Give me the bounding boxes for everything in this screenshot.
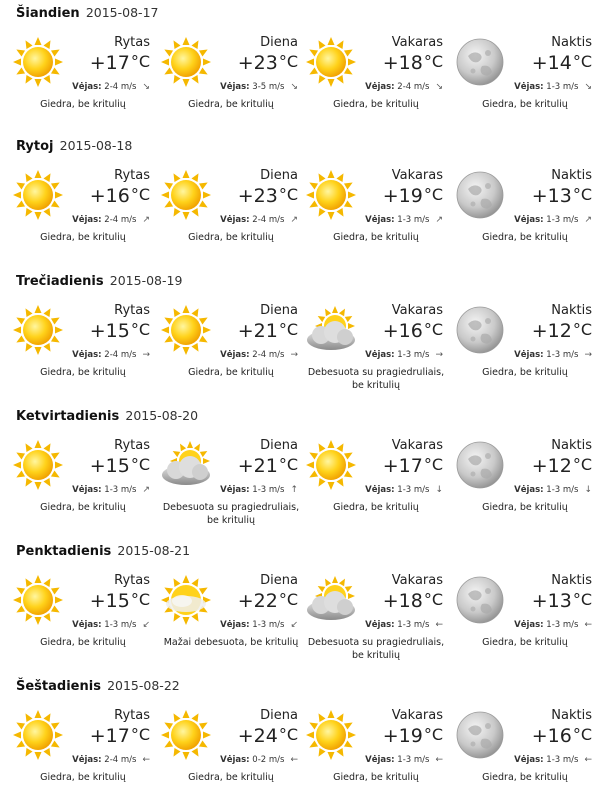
- temperature-value: +18: [382, 52, 423, 74]
- forecast-slot: [158, 437, 304, 537]
- period-label: Vakaras: [391, 438, 443, 453]
- moon-icon: [454, 36, 506, 88]
- temperature-value: +15: [89, 590, 130, 612]
- sun-icon: [12, 304, 64, 356]
- wind-info: [220, 755, 298, 765]
- wind-label: Vėjas:: [514, 755, 544, 765]
- temperature-value: +19: [382, 185, 423, 207]
- wind-info: [72, 350, 150, 360]
- temperature: [532, 590, 592, 612]
- wind-direction-icon: ↘: [435, 82, 443, 92]
- forecast-slot: [10, 34, 156, 134]
- forecast-slot: [452, 167, 598, 267]
- day-name: Penktadienis: [16, 544, 112, 559]
- wind-label: Vėjas:: [72, 215, 102, 225]
- wind-info: [365, 350, 443, 360]
- wind-info: [365, 215, 443, 225]
- temperature-unit: °C: [423, 455, 443, 474]
- wind-direction-icon: ↑: [290, 485, 298, 495]
- wind-speed: 2-4 m/s: [397, 82, 430, 92]
- forecast-slot: [303, 34, 449, 134]
- temperature: [383, 725, 443, 747]
- wind-label: Vėjas:: [365, 620, 395, 630]
- wind-info: [72, 215, 150, 225]
- sun-icon: [160, 36, 212, 88]
- sun-icon: [12, 709, 64, 761]
- temperature-unit: °C: [130, 52, 150, 71]
- sun-icon: [160, 169, 212, 221]
- day-name: Šiandien: [16, 6, 80, 21]
- period-label: Diena: [260, 708, 298, 723]
- sun-icon: [12, 36, 64, 88]
- temperature-unit: °C: [423, 590, 443, 609]
- wind-speed: 0-2 m/s: [252, 755, 285, 765]
- wind-direction-icon: ↘: [290, 82, 298, 92]
- period-label: Diena: [260, 303, 298, 318]
- period-label: Diena: [260, 573, 298, 588]
- wind-label: Vėjas:: [514, 620, 544, 630]
- temperature-unit: °C: [130, 725, 150, 744]
- wind-direction-icon: ↘: [142, 82, 150, 92]
- forecast-slot: [303, 572, 449, 672]
- day-date: 2015-08-22: [107, 678, 180, 693]
- cloud-sun-icon: [305, 304, 357, 356]
- day-date: 2015-08-17: [85, 5, 159, 20]
- weather-description: Giedra, be kritulių: [40, 232, 126, 243]
- weather-description: Giedra, be kritulių: [482, 502, 568, 513]
- sun-icon: [305, 36, 357, 88]
- wind-speed: 1-3 m/s: [546, 350, 579, 360]
- sun-icon: [160, 304, 212, 356]
- wind-speed: 1-3 m/s: [546, 82, 579, 92]
- wind-info: [365, 620, 443, 630]
- wind-label: Vėjas:: [365, 82, 395, 92]
- weather-description: Giedra, be kritulių: [333, 99, 419, 110]
- temperature-unit: °C: [278, 590, 298, 609]
- temperature: [90, 52, 150, 74]
- wind-speed: 1-3 m/s: [546, 620, 579, 630]
- weather-description: Debesuota su pragiedruliais, be kritulių: [307, 367, 445, 391]
- wind-speed: 1-3 m/s: [104, 485, 137, 495]
- wind-direction-icon: ↓: [584, 485, 592, 495]
- temperature: [238, 52, 298, 74]
- wind-direction-icon: ↓: [435, 485, 443, 495]
- temperature-value: +21: [237, 320, 278, 342]
- forecast-slot: [10, 302, 156, 402]
- weather-description: Giedra, be kritulių: [40, 502, 126, 513]
- temperature: [90, 185, 150, 207]
- forecast-slot: [452, 302, 598, 402]
- wind-speed: 1-3 m/s: [397, 485, 430, 495]
- wind-info: [72, 755, 150, 765]
- moon-icon: [454, 439, 506, 491]
- forecast-slot: [10, 437, 156, 537]
- temperature-unit: °C: [423, 185, 443, 204]
- day-name: Rytoj: [16, 139, 54, 154]
- wind-speed: 2-4 m/s: [104, 82, 137, 92]
- sun-icon: [12, 169, 64, 221]
- wind-speed: 1-3 m/s: [397, 215, 430, 225]
- wind-label: Vėjas:: [220, 215, 250, 225]
- period-label: Naktis: [551, 438, 592, 453]
- temperature-value: +16: [531, 725, 572, 747]
- temperature: [383, 52, 443, 74]
- period-label: Naktis: [551, 168, 592, 183]
- wind-direction-icon: ↗: [142, 485, 150, 495]
- forecast-slot: [303, 437, 449, 537]
- day-section: [0, 403, 604, 539]
- wind-speed: 1-3 m/s: [252, 620, 285, 630]
- wind-info: [72, 82, 150, 92]
- wind-label: Vėjas:: [365, 485, 395, 495]
- wind-info: [514, 485, 592, 495]
- forecast-slot: [10, 707, 156, 807]
- wind-speed: 1-3 m/s: [397, 620, 430, 630]
- wind-speed: 1-3 m/s: [546, 485, 579, 495]
- temperature-unit: °C: [278, 455, 298, 474]
- temperature: [532, 320, 592, 342]
- period-label: Diena: [260, 438, 298, 453]
- wind-info: [514, 82, 592, 92]
- wind-direction-icon: ←: [584, 755, 592, 765]
- temperature-value: +12: [531, 320, 572, 342]
- day-date: 2015-08-21: [117, 543, 191, 558]
- wind-direction-icon: ←: [290, 755, 298, 765]
- wind-label: Vėjas:: [514, 350, 544, 360]
- period-label: Naktis: [551, 35, 592, 50]
- temperature-unit: °C: [278, 52, 298, 71]
- wind-info: [514, 350, 592, 360]
- period-label: Rytas: [114, 35, 150, 50]
- wind-label: Vėjas:: [72, 485, 102, 495]
- period-label: Vakaras: [391, 573, 443, 588]
- forecast-slot: [303, 167, 449, 267]
- temperature-value: +21: [237, 455, 278, 477]
- temperature-value: +19: [382, 725, 423, 747]
- day-section: [0, 268, 604, 404]
- day-title: [16, 678, 180, 694]
- wind-label: Vėjas:: [365, 215, 395, 225]
- temperature-value: +16: [382, 320, 423, 342]
- temperature-value: +15: [89, 320, 130, 342]
- wind-speed: 1-3 m/s: [397, 350, 430, 360]
- weather-description: Giedra, be kritulių: [482, 232, 568, 243]
- day-name: Ketvirtadienis: [16, 409, 120, 424]
- wind-direction-icon: ←: [142, 755, 150, 765]
- temperature: [532, 52, 592, 74]
- moon-icon: [454, 304, 506, 356]
- wind-speed: 2-4 m/s: [104, 215, 137, 225]
- temperature-value: +17: [382, 455, 423, 477]
- wind-direction-icon: →: [435, 350, 443, 360]
- temperature-value: +22: [237, 590, 278, 612]
- wind-label: Vėjas:: [514, 82, 544, 92]
- temperature-unit: °C: [572, 320, 592, 339]
- period-label: Rytas: [114, 168, 150, 183]
- forecast-slot: [158, 572, 304, 672]
- temperature-unit: °C: [572, 590, 592, 609]
- forecast-slot: [452, 34, 598, 134]
- temperature: [532, 725, 592, 747]
- day-title: [16, 5, 158, 21]
- forecast-slot: [303, 302, 449, 402]
- temperature: [383, 185, 443, 207]
- forecast-slot: [158, 302, 304, 402]
- wind-direction-icon: ↘: [584, 82, 592, 92]
- weather-description: Giedra, be kritulių: [188, 232, 274, 243]
- temperature-unit: °C: [423, 725, 443, 744]
- period-label: Vakaras: [391, 35, 443, 50]
- wind-label: Vėjas:: [365, 350, 395, 360]
- wind-info: [365, 755, 443, 765]
- wind-info: [514, 755, 592, 765]
- temperature-unit: °C: [278, 185, 298, 204]
- forecast-slot: [158, 34, 304, 134]
- day-name: Šeštadienis: [16, 679, 101, 694]
- temperature: [532, 455, 592, 477]
- sun-icon: [160, 709, 212, 761]
- day-section: [0, 133, 604, 269]
- weather-description: Mažai debesuota, be kritulių: [163, 637, 299, 648]
- forecast-slot: [452, 437, 598, 537]
- period-label: Rytas: [114, 708, 150, 723]
- wind-direction-icon: ↗: [435, 215, 443, 225]
- sun-icon: [12, 439, 64, 491]
- day-date: 2015-08-18: [59, 138, 133, 153]
- day-title: [16, 408, 198, 424]
- temperature-unit: °C: [130, 320, 150, 339]
- day-date: 2015-08-19: [109, 273, 183, 288]
- cloud-sun-icon: [305, 574, 357, 626]
- wind-info: [220, 620, 298, 630]
- wind-direction-icon: ↗: [290, 215, 298, 225]
- temperature-unit: °C: [278, 725, 298, 744]
- moon-icon: [454, 169, 506, 221]
- wind-direction-icon: ↙: [142, 620, 150, 630]
- temperature-value: +23: [237, 52, 278, 74]
- temperature: [90, 590, 150, 612]
- wind-label: Vėjas:: [220, 755, 250, 765]
- wind-info: [220, 485, 298, 495]
- weather-description: Giedra, be kritulių: [482, 772, 568, 783]
- wind-label: Vėjas:: [514, 215, 544, 225]
- temperature: [238, 185, 298, 207]
- temperature: [90, 455, 150, 477]
- period-label: Vakaras: [391, 303, 443, 318]
- wind-info: [365, 485, 443, 495]
- wind-direction-icon: →: [584, 350, 592, 360]
- forecast-slot: [158, 707, 304, 807]
- wind-speed: 2-4 m/s: [104, 350, 137, 360]
- wind-info: [365, 82, 443, 92]
- wind-label: Vėjas:: [220, 485, 250, 495]
- period-label: Rytas: [114, 303, 150, 318]
- wind-label: Vėjas:: [72, 82, 102, 92]
- temperature-value: +13: [531, 590, 572, 612]
- wind-direction-icon: →: [142, 350, 150, 360]
- wind-direction-icon: ←: [584, 620, 592, 630]
- wind-speed: 2-4 m/s: [252, 350, 285, 360]
- day-section: [0, 673, 604, 809]
- temperature-unit: °C: [572, 185, 592, 204]
- weather-description: Giedra, be kritulių: [482, 99, 568, 110]
- weather-description: Giedra, be kritulių: [333, 232, 419, 243]
- temperature-value: +16: [89, 185, 130, 207]
- day-name: Trečiadienis: [16, 274, 104, 289]
- wind-info: [220, 215, 298, 225]
- weather-description: Giedra, be kritulių: [188, 772, 274, 783]
- wind-label: Vėjas:: [514, 485, 544, 495]
- moon-icon: [454, 574, 506, 626]
- temperature: [238, 455, 298, 477]
- wind-speed: 1-3 m/s: [104, 620, 137, 630]
- weather-description: Giedra, be kritulių: [333, 772, 419, 783]
- temperature: [238, 320, 298, 342]
- wind-label: Vėjas:: [72, 350, 102, 360]
- wind-label: Vėjas:: [220, 620, 250, 630]
- wind-label: Vėjas:: [72, 620, 102, 630]
- weather-description: Giedra, be kritulių: [40, 99, 126, 110]
- period-label: Diena: [260, 35, 298, 50]
- temperature-unit: °C: [423, 52, 443, 71]
- temperature: [383, 320, 443, 342]
- wind-speed: 3-5 m/s: [252, 82, 285, 92]
- sun-cloud-icon: [160, 574, 212, 626]
- forecast-slot: [10, 572, 156, 672]
- wind-direction-icon: ←: [435, 620, 443, 630]
- temperature: [90, 725, 150, 747]
- temperature: [90, 320, 150, 342]
- day-section: [0, 538, 604, 674]
- period-label: Naktis: [551, 303, 592, 318]
- temperature: [383, 455, 443, 477]
- temperature-unit: °C: [130, 455, 150, 474]
- sun-icon: [305, 709, 357, 761]
- temperature-value: +12: [531, 455, 572, 477]
- wind-info: [514, 215, 592, 225]
- wind-label: Vėjas:: [220, 82, 250, 92]
- weather-description: Giedra, be kritulių: [188, 367, 274, 378]
- temperature-unit: °C: [278, 320, 298, 339]
- weather-description: Giedra, be kritulių: [40, 367, 126, 378]
- weather-description: Giedra, be kritulių: [40, 637, 126, 648]
- sun-icon: [12, 574, 64, 626]
- day-title: [16, 543, 190, 559]
- weather-description: Debesuota su pragiedruliais, be kritulių: [307, 637, 445, 661]
- temperature-value: +15: [89, 455, 130, 477]
- temperature-unit: °C: [423, 320, 443, 339]
- wind-info: [220, 350, 298, 360]
- temperature-value: +14: [531, 52, 572, 74]
- temperature: [383, 590, 443, 612]
- wind-speed: 2-4 m/s: [104, 755, 137, 765]
- period-label: Naktis: [551, 708, 592, 723]
- weather-description: Giedra, be kritulių: [482, 637, 568, 648]
- cloud-sun-icon: [160, 439, 212, 491]
- period-label: Diena: [260, 168, 298, 183]
- day-section: [0, 0, 604, 136]
- wind-direction-icon: →: [290, 350, 298, 360]
- temperature: [532, 185, 592, 207]
- day-title: [16, 273, 182, 289]
- forecast-slot: [303, 707, 449, 807]
- wind-speed: 1-3 m/s: [546, 215, 579, 225]
- wind-speed: 1-3 m/s: [397, 755, 430, 765]
- temperature-value: +24: [237, 725, 278, 747]
- temperature: [238, 725, 298, 747]
- temperature-value: +18: [382, 590, 423, 612]
- temperature-value: +13: [531, 185, 572, 207]
- wind-direction-icon: ↗: [584, 215, 592, 225]
- wind-direction-icon: ←: [435, 755, 443, 765]
- period-label: Vakaras: [391, 168, 443, 183]
- sun-icon: [305, 169, 357, 221]
- wind-info: [72, 485, 150, 495]
- wind-speed: 2-4 m/s: [252, 215, 285, 225]
- wind-label: Vėjas:: [220, 350, 250, 360]
- wind-info: [220, 82, 298, 92]
- wind-direction-icon: ↗: [142, 215, 150, 225]
- weather-description: Debesuota su pragiedruliais, be kritulių: [162, 502, 300, 526]
- wind-info: [514, 620, 592, 630]
- weather-description: Giedra, be kritulių: [40, 772, 126, 783]
- temperature-value: +23: [237, 185, 278, 207]
- weather-description: Giedra, be kritulių: [188, 99, 274, 110]
- forecast-slot: [10, 167, 156, 267]
- weather-description: Giedra, be kritulių: [333, 502, 419, 513]
- wind-speed: 1-3 m/s: [252, 485, 285, 495]
- temperature-unit: °C: [130, 185, 150, 204]
- wind-label: Vėjas:: [72, 755, 102, 765]
- wind-direction-icon: ↙: [290, 620, 298, 630]
- period-label: Rytas: [114, 573, 150, 588]
- temperature-unit: °C: [572, 52, 592, 71]
- sun-icon: [305, 439, 357, 491]
- day-date: 2015-08-20: [125, 408, 199, 423]
- period-label: Vakaras: [391, 708, 443, 723]
- weather-description: Giedra, be kritulių: [482, 367, 568, 378]
- forecast-slot: [158, 167, 304, 267]
- day-title: [16, 138, 132, 154]
- period-label: Naktis: [551, 573, 592, 588]
- temperature-value: +17: [89, 725, 130, 747]
- temperature-unit: °C: [130, 590, 150, 609]
- temperature-value: +17: [89, 52, 130, 74]
- period-label: Rytas: [114, 438, 150, 453]
- moon-icon: [454, 709, 506, 761]
- temperature-unit: °C: [572, 455, 592, 474]
- wind-label: Vėjas:: [365, 755, 395, 765]
- wind-speed: 1-3 m/s: [546, 755, 579, 765]
- forecast-slot: [452, 707, 598, 807]
- wind-info: [72, 620, 150, 630]
- temperature: [238, 590, 298, 612]
- forecast-slot: [452, 572, 598, 672]
- temperature-unit: °C: [572, 725, 592, 744]
